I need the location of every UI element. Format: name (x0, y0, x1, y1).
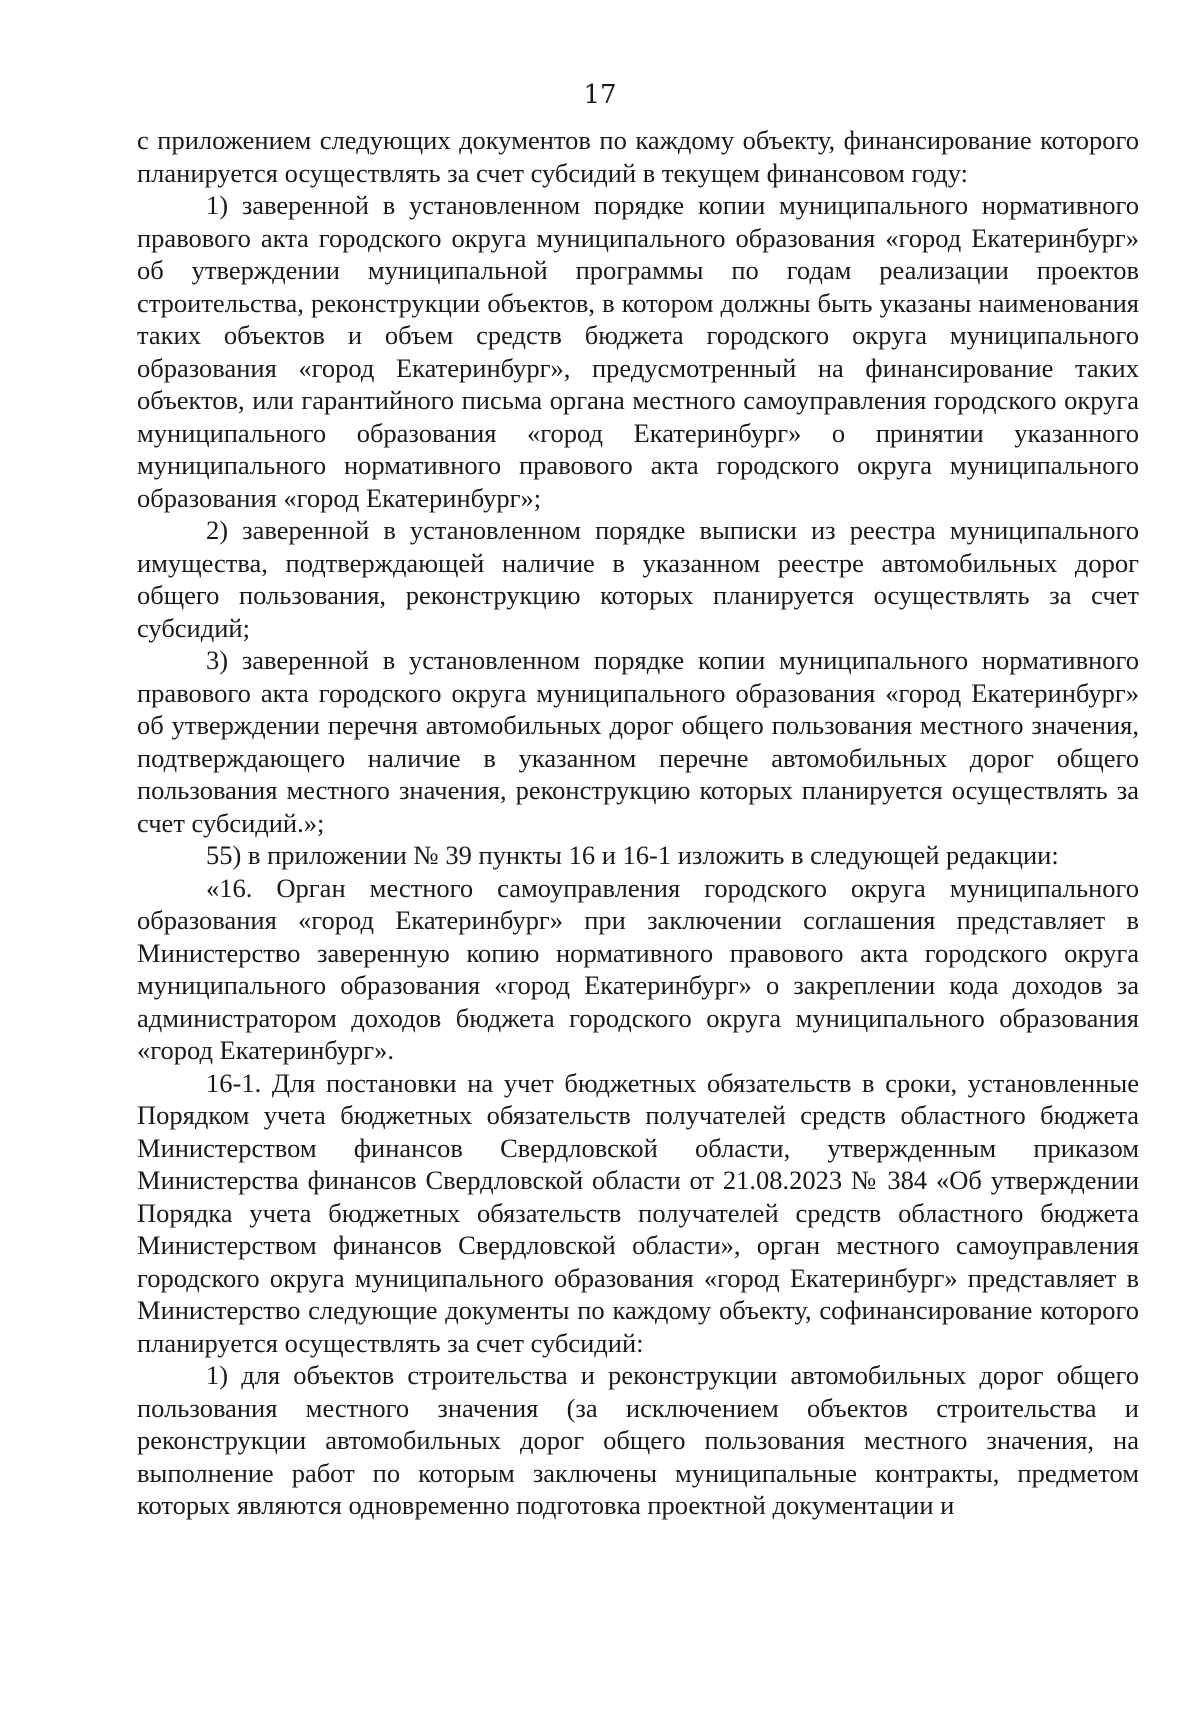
paragraph-clause-16-1: 16-1. Для постановки на учет бюджетных обязательств в сроки, установленные Порядком учета бюджетных обязательств получателей средств областного бюджета Министерством финансов Свердловской области, утвержденным приказом Министерства финансов Свердловской области от 21.08.2023 № 384 «Об утверждении Порядка учета бюджетных обязательств получателей средств областного бюджета Министерством финансов Свердловской области», орган местного самоуправления городского округа муниципального образования «город Екатеринбург» представляет в Министерство следующие документы по каждому объекту, софинансирование которого планируется осуществлять за счет субсидий: (137, 1067, 1139, 1358)
paragraph-amendment-55: 55) в приложении № 39 пункты 16 и 16-1 изложить в следующей редакции: (206, 840, 1059, 870)
paragraph-item-3: 3) заверенной в установленном порядке копии муниципального нормативного правового акта городского округа муниципального образования «город Екатеринбург» об утверждении перечня автомобильных дорог общего пользования местного значения, подтверждающего наличие в указанном перечне автомобильных дорог общего пользования местного значения, реконструкцию которых планируется осуществлять за счет субсидий.»; (137, 645, 1139, 838)
paragraph-clause-16: «16. Орган местного самоуправления городского округа муниципального образования «город Екатеринбург» при заключении соглашения представляет в Министерство заверенную копию нормативного правового акта городского округа муниципального образования «город Екатеринбург» о закреплении кода доходов за администратором доходов бюджета городского округа муниципального образования «город Екатеринбург». (137, 872, 1139, 1065)
paragraph-item-2: 2) заверенной в установленном порядке выписки из реестра муниципального имущества, подтверждающей наличие в указанном реестре автомобильных дорог общего пользования, реконструкцию которых планируется осуществлять за счет субсидий; (137, 515, 1139, 643)
paragraph-clause-16-1-item-1: 1) для объектов строительства и реконструкции автомобильных дорог общего пользования местного значения (за исключением объектов строительства и реконструкции автомобильных дорог общего пользования местного значения, на выполнение работ по которым заключены муниципальные контракты, предметом которых являются одновременно подготовка проектной документации и (137, 1360, 1139, 1520)
page-number: 17 (583, 80, 617, 110)
document-body (137, 124, 1139, 1522)
paragraph-intro: с приложением следующих документов по каждому объекту, финансирование которого планируется осуществлять за счет субсидий в текущем финансовом году: (137, 125, 1139, 188)
paragraph-item-1: 1) заверенной в установленном порядке копии муниципального нормативного правового акта городского округа муниципального образования «город Екатеринбург» об утверждении муниципальной программы по годам реализации проектов строительства, реконструкции объектов, в котором должны быть указаны наименования таких объектов и объем средств бюджета городского округа муниципального образования «город Екатеринбург», предусмотренный на финансирование таких объектов, или гарантийного письма органа местного самоуправления городского округа муниципального образования «город Екатеринбург» о принятии указанного муниципального нормативного правового акта городского округа муниципального образования «город Екатеринбург»; (137, 190, 1139, 513)
